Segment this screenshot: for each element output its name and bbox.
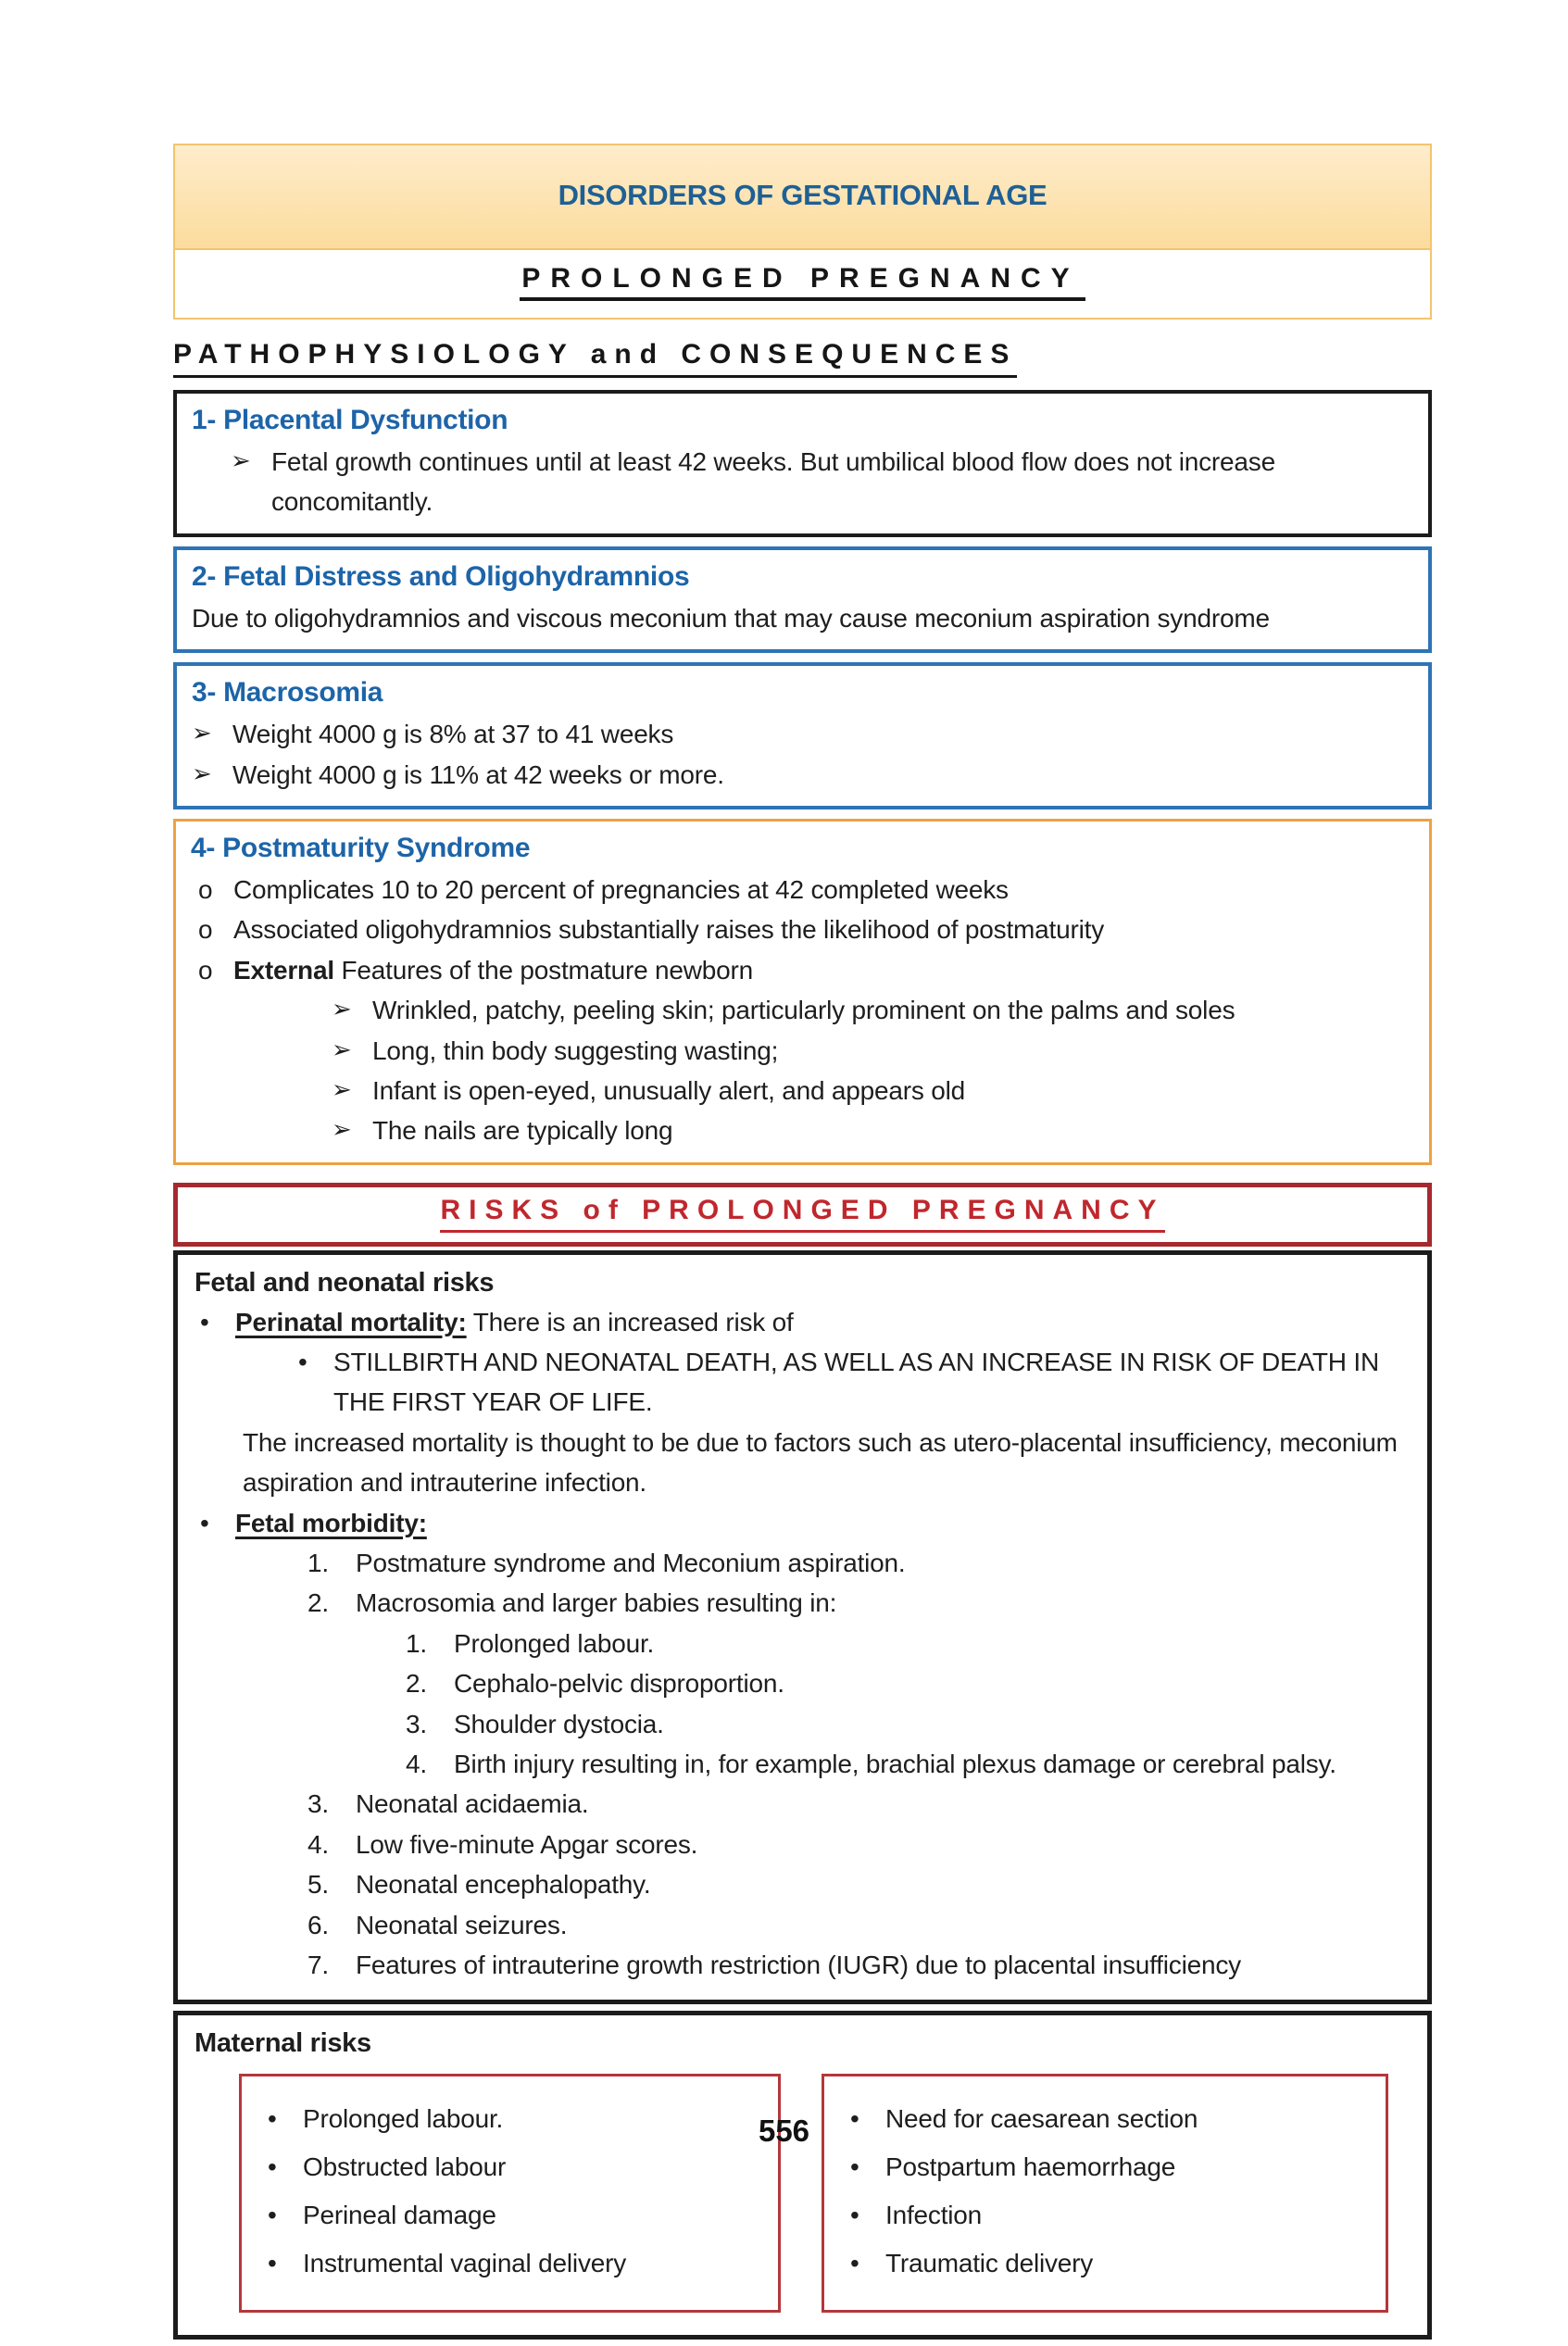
maternal-risk-item	[262, 2143, 769, 2191]
morbidity-item-text: Neonatal seizures.	[356, 1910, 568, 1939]
morbidity-item-text: Low five-minute Apgar scores.	[356, 1829, 698, 1859]
perinatal-mortality-row	[194, 1302, 1411, 1342]
morbidity-subitem	[406, 1704, 1411, 1744]
box1-item-text: Fetal growth continues until at least 42 weeks. But umbilical blood flow does not increase concomitantly.	[271, 447, 1275, 517]
box2-text: Due to oligohydramnios and viscous meconium that may cause meconium aspiration syndrome	[192, 603, 1270, 633]
maternal-risk-text: Traumatic delivery	[885, 2248, 1094, 2277]
morbidity-item	[307, 1945, 1411, 1985]
maternal-risks-right-box	[822, 2074, 1388, 2312]
header-card	[173, 144, 1432, 320]
dot-bullet-icon: •	[850, 2152, 859, 2182]
mortality-note: The increased mortality is thought to be due to factors such as utero-placental insufficiency, meconium aspiration and intrauterine infection.	[243, 1427, 1398, 1498]
maternal-risk-item	[845, 2239, 1376, 2288]
item-number: 2.	[307, 1588, 329, 1618]
box3-item	[192, 755, 1413, 795]
header-subtitle-band	[175, 250, 1430, 318]
box4-subitem-text: Long, thin body suggesting wasting;	[372, 1035, 779, 1065]
item-number: 4.	[406, 1749, 427, 1778]
pathophysiology-heading: PATHOPHYSIOLOGY and CONSEQUENCES	[173, 339, 1017, 378]
box-macrosomia	[173, 662, 1432, 809]
maternal-risks-left-box	[239, 2074, 781, 2312]
maternal-risks-heading: Maternal risks	[194, 2028, 371, 2059]
maternal-risk-item	[845, 2191, 1376, 2239]
morbidity-subitem-text: Prolonged labour.	[454, 1628, 655, 1658]
dot-bullet-icon: •	[268, 2200, 277, 2229]
item-number: 1.	[307, 1549, 329, 1578]
maternal-risk-text: Postpartum haemorrhage	[885, 2152, 1176, 2182]
fetal-morbidity-label: Fetal morbidity:	[235, 1508, 427, 1537]
morbidity-subitem	[406, 1624, 1411, 1663]
box4-title: 4- Postmaturity Syndrome	[191, 832, 531, 863]
maternal-risk-item	[262, 2191, 769, 2239]
box3-item-text: Weight 4000 g is 8% at 37 to 41 weeks	[232, 720, 674, 749]
morbidity-item-text: Macrosomia and larger babies resulting in:	[356, 1588, 837, 1618]
morbidity-item	[307, 1583, 1411, 1623]
circle-bullet-icon: o	[198, 955, 213, 985]
maternal-risk-item	[262, 2239, 769, 2288]
maternal-risk-text: Need for caesarean section	[885, 2104, 1198, 2134]
morbidity-subitem-text: Birth injury resulting in, for example, brachial plexus damage or cerebral palsy.	[454, 1749, 1336, 1778]
stillbirth-text: STILLBIRTH AND NEONATAL DEATH, AS WELL AS AN INCREASE IN RISK OF DEATH IN THE FIRST YEAR OF LIFE.	[333, 1348, 1379, 1417]
box4-subitem	[332, 990, 1414, 1030]
arrow-bullet-icon: ➢	[332, 1115, 352, 1144]
morbidity-item-text: Neonatal encephalopathy.	[356, 1870, 651, 1900]
box4-item	[191, 950, 1414, 990]
morbidity-subitem	[406, 1744, 1411, 1784]
maternal-risk-text: Infection	[885, 2200, 983, 2229]
item-number: 3.	[406, 1709, 427, 1738]
fetal-morbidity-row	[194, 1503, 1411, 1543]
box4-item-text: Complicates 10 to 20 percent of pregnancies at 42 completed weeks	[233, 874, 1009, 904]
box4-subitem	[332, 1071, 1414, 1110]
arrow-bullet-icon: ➢	[192, 759, 212, 787]
maternal-risk-text: Perineal damage	[303, 2200, 496, 2229]
morbidity-item	[307, 1864, 1411, 1904]
arrow-bullet-icon: ➢	[231, 446, 251, 474]
page-subtitle: PROLONGED PREGNANCY	[520, 263, 1085, 301]
item-number: 5.	[307, 1870, 329, 1900]
dot-bullet-icon: •	[268, 2248, 277, 2277]
perinatal-mortality-rest: There is an increased risk of	[466, 1307, 794, 1336]
dot-bullet-icon: •	[268, 2152, 277, 2182]
arrow-bullet-icon: ➢	[192, 719, 212, 747]
item-number: 1.	[406, 1628, 427, 1658]
box1-item	[231, 442, 1413, 522]
page-content	[173, 144, 1432, 2346]
box1-title: 1- Placental Dysfunction	[192, 405, 508, 435]
morbidity-subitem-text: Shoulder dystocia.	[454, 1709, 664, 1738]
external-label: External	[233, 955, 334, 985]
box-placental-dysfunction	[173, 390, 1432, 537]
maternal-risk-text: Obstructed labour	[303, 2152, 507, 2182]
morbidity-item	[307, 1784, 1411, 1824]
arrow-bullet-icon: ➢	[332, 1035, 352, 1063]
box4-subitem	[332, 1110, 1414, 1150]
fetal-neonatal-risks-box	[173, 1250, 1432, 2005]
box3-item-text: Weight 4000 g is 11% at 42 weeks or more.	[232, 759, 724, 789]
morbidity-item	[307, 1905, 1411, 1945]
morbidity-subitem	[406, 1663, 1411, 1703]
box2-title: 2- Fetal Distress and Oligohydramnios	[192, 560, 690, 592]
morbidity-item-text: Postmature syndrome and Meconium aspiration.	[356, 1549, 906, 1578]
perinatal-mortality-label: Perinatal mortality:	[235, 1307, 467, 1336]
box4-subitem	[332, 1031, 1414, 1071]
item-number: 3.	[307, 1789, 329, 1819]
dot-bullet-icon: •	[200, 1508, 209, 1537]
dot-bullet-icon: •	[298, 1348, 307, 1377]
maternal-risks-box	[173, 2011, 1432, 2339]
maternal-risk-text: Prolonged labour.	[303, 2104, 504, 2134]
box4-subitem-text: Wrinkled, patchy, peeling skin; particularly prominent on the palms and soles	[372, 996, 1236, 1025]
arrow-bullet-icon: ➢	[332, 1074, 352, 1103]
page-title: DISORDERS OF GESTATIONAL AGE	[558, 179, 1047, 211]
box4-item	[191, 910, 1414, 949]
maternal-risk-text: Instrumental vaginal delivery	[303, 2248, 627, 2277]
maternal-risk-columns	[239, 2074, 1388, 2312]
dot-bullet-icon: •	[268, 2104, 277, 2134]
box4-subitem-text: Infant is open-eyed, unusually alert, and appears old	[372, 1075, 966, 1105]
box4-item-text: Associated oligohydramnios substantially raises the likelihood of postmaturity	[233, 915, 1104, 945]
item-number: 4.	[307, 1829, 329, 1859]
risks-title-box	[173, 1183, 1432, 1247]
item-number: 6.	[307, 1910, 329, 1939]
box4-subitem-text: The nails are typically long	[372, 1116, 673, 1146]
morbidity-item-text: Neonatal acidaemia.	[356, 1789, 589, 1819]
dot-bullet-icon: •	[850, 2200, 859, 2229]
fetal-risks-heading: Fetal and neonatal risks	[194, 1267, 495, 1298]
box-fetal-distress	[173, 546, 1432, 653]
morbidity-item	[307, 1543, 1411, 1583]
stillbirth-row	[293, 1342, 1411, 1423]
box4-item	[191, 870, 1414, 910]
box-postmaturity-syndrome	[173, 819, 1432, 1165]
page-number: 556	[758, 2114, 810, 2148]
header-banner	[175, 145, 1430, 250]
dot-bullet-icon: •	[200, 1307, 209, 1336]
box3-item	[192, 714, 1413, 754]
morbidity-item	[307, 1825, 1411, 1864]
section-heading-wrap	[173, 339, 1432, 378]
morbidity-item-text: Features of intrauterine growth restriction (IUGR) due to placental insufficiency	[356, 1950, 1241, 1979]
item-number: 2.	[406, 1669, 427, 1699]
dot-bullet-icon: •	[850, 2248, 859, 2277]
circle-bullet-icon: o	[198, 915, 213, 945]
item-number: 7.	[307, 1950, 329, 1979]
box4-item-text	[233, 950, 753, 990]
risks-title: RISKS of PROLONGED PREGNANCY	[440, 1195, 1164, 1233]
external-rest: Features of the postmature newborn	[333, 955, 754, 985]
circle-bullet-icon: o	[198, 874, 213, 904]
morbidity-subitem-text: Cephalo-pelvic disproportion.	[454, 1669, 784, 1699]
box3-title: 3- Macrosomia	[192, 677, 383, 709]
dot-bullet-icon: •	[850, 2104, 859, 2134]
maternal-risk-item	[845, 2143, 1376, 2191]
arrow-bullet-icon: ➢	[332, 995, 352, 1023]
perinatal-mortality-text	[235, 1302, 794, 1342]
